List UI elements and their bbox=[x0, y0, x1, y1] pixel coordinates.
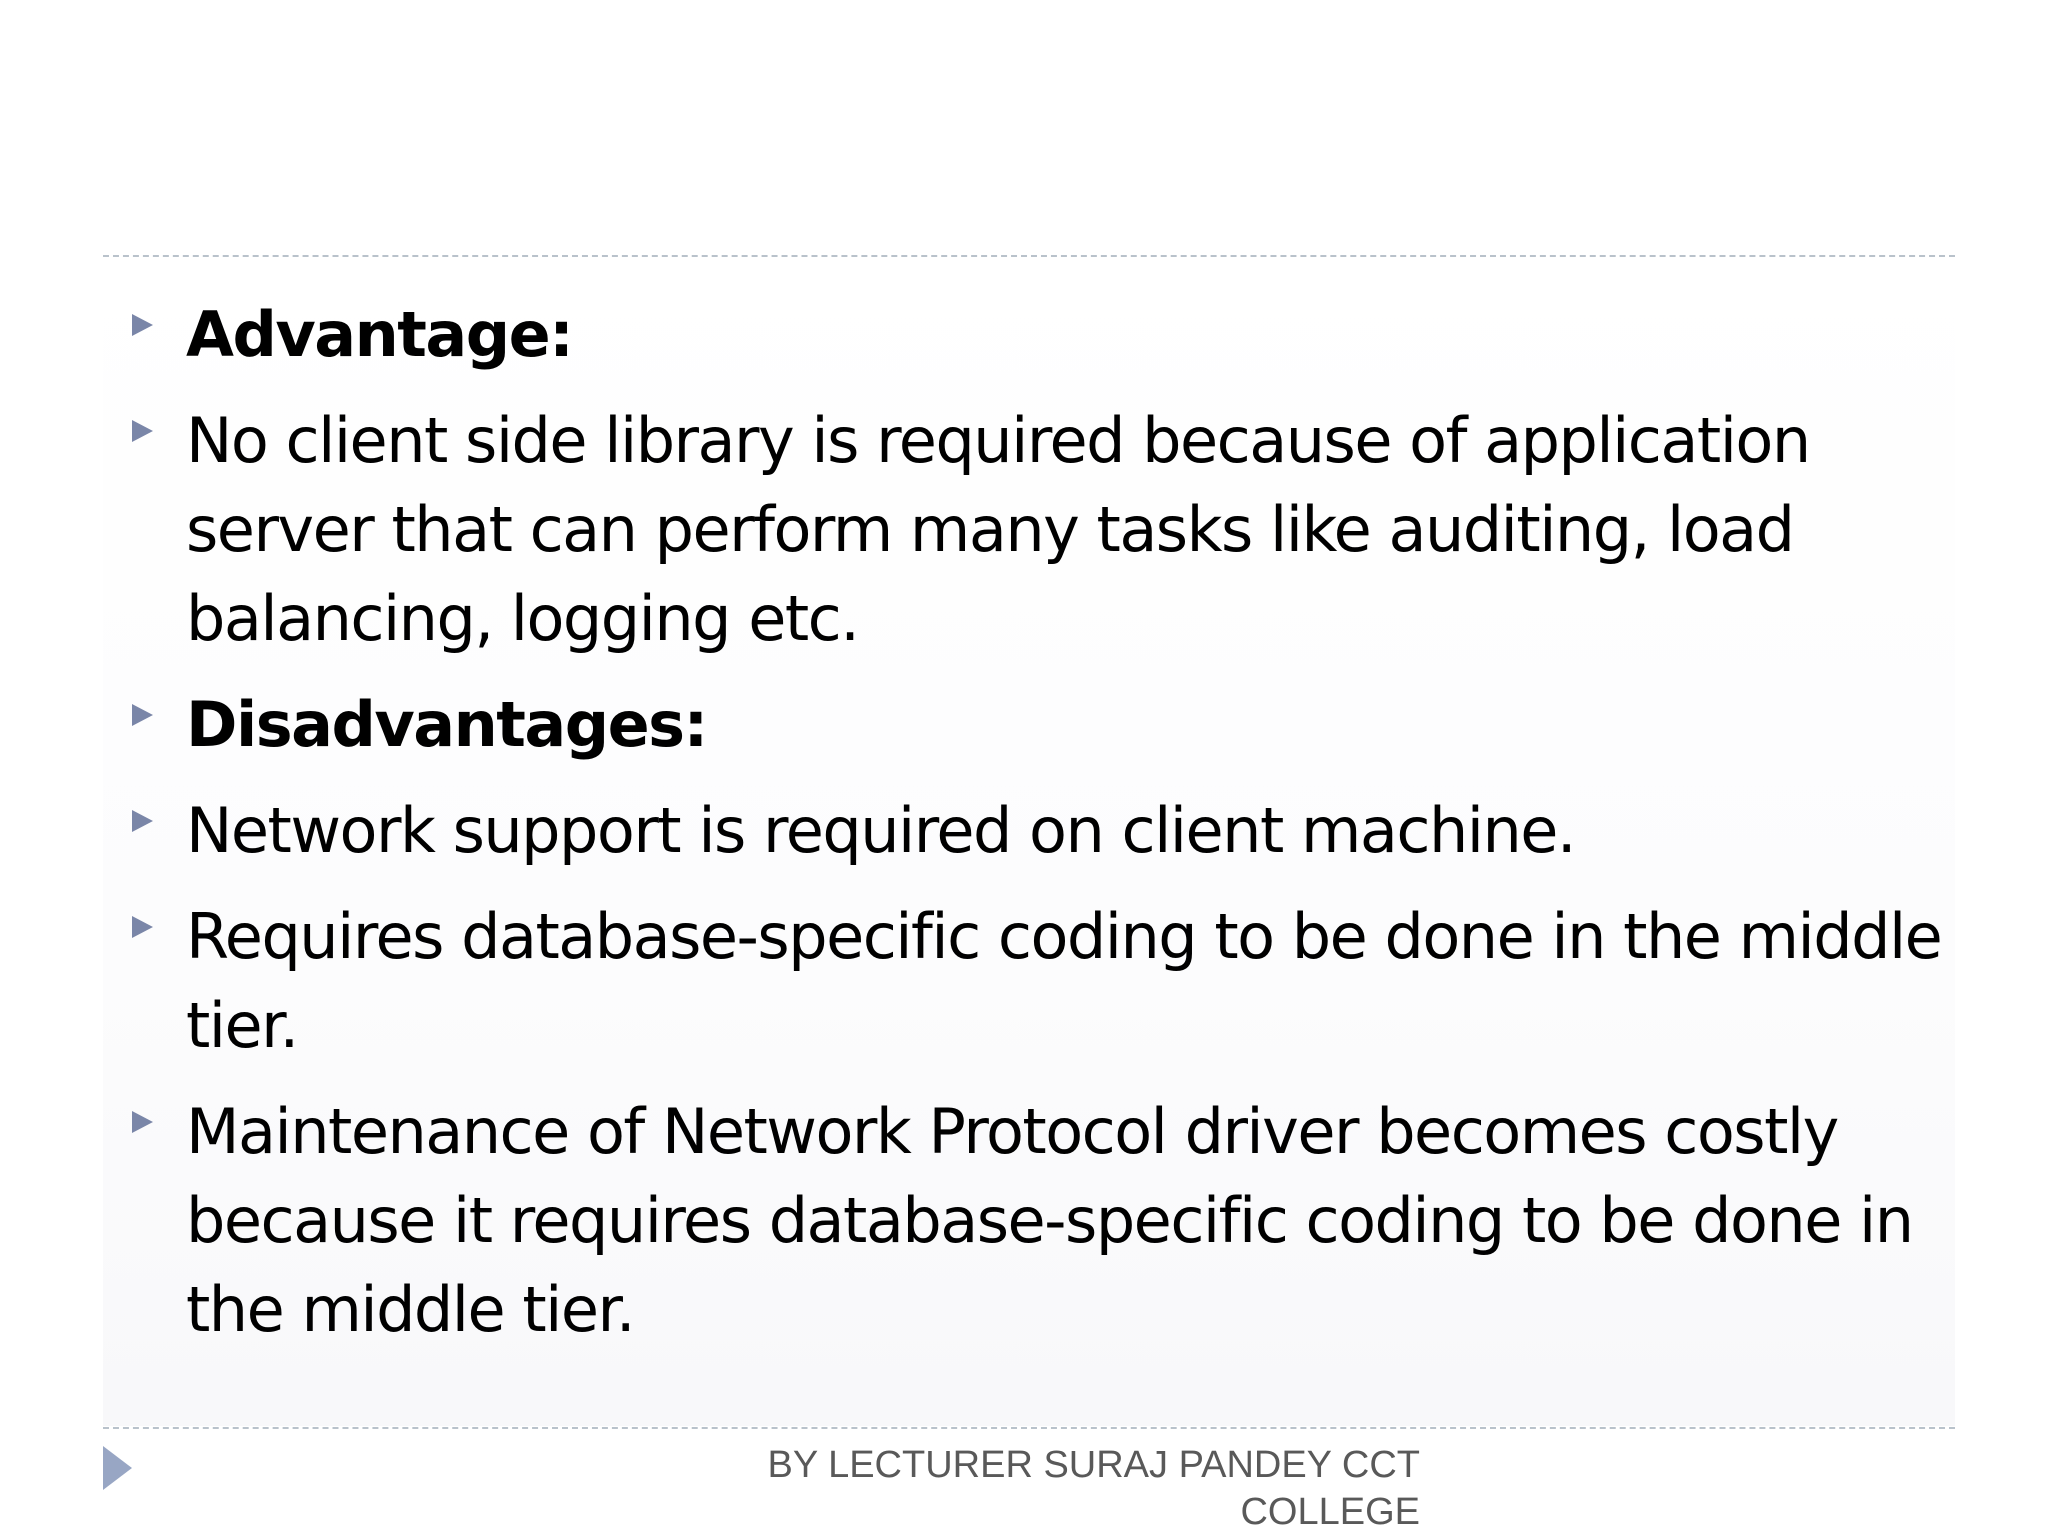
bullet-text: Maintenance of Network Protocol driver becomes costly because it requires database-specific coding to be done in the middle tier. bbox=[186, 1095, 1913, 1346]
footer-line-2: COLLEGE bbox=[1240, 1491, 1420, 1533]
triangle-bullet-icon bbox=[132, 810, 153, 832]
bullet-text: No client side library is required because of application server that can perform many tasks like auditing, load balancing, logging etc. bbox=[186, 404, 1810, 655]
bullet-list bbox=[120, 290, 1950, 1371]
triangle-bullet-icon bbox=[132, 916, 153, 938]
bullet-database-coding bbox=[120, 892, 1950, 1070]
triangle-bullet-icon bbox=[132, 420, 153, 442]
triangle-bullet-icon bbox=[132, 704, 153, 726]
triangle-bullet-icon bbox=[132, 1111, 153, 1133]
bullet-text: Network support is required on client machine. bbox=[186, 794, 1576, 867]
footer-credit bbox=[700, 1442, 1420, 1536]
bullet-advantage-detail bbox=[120, 396, 1950, 663]
bullet-text: Advantage: bbox=[186, 298, 573, 371]
bullet-maintenance bbox=[120, 1087, 1950, 1354]
bullet-network-support bbox=[120, 786, 1950, 875]
bullet-advantage-heading bbox=[120, 290, 1950, 379]
bullet-disadvantages-heading bbox=[120, 680, 1950, 769]
bottom-divider bbox=[103, 1427, 1955, 1429]
footer-line-1: BY LECTURER SURAJ PANDEY CCT bbox=[767, 1444, 1420, 1486]
triangle-bullet-icon bbox=[132, 314, 153, 336]
bullet-text: Disadvantages: bbox=[186, 688, 707, 761]
bullet-text: Requires database-specific coding to be done in the middle tier. bbox=[186, 900, 1942, 1062]
top-divider bbox=[103, 255, 1955, 257]
play-arrow-icon bbox=[103, 1446, 132, 1490]
